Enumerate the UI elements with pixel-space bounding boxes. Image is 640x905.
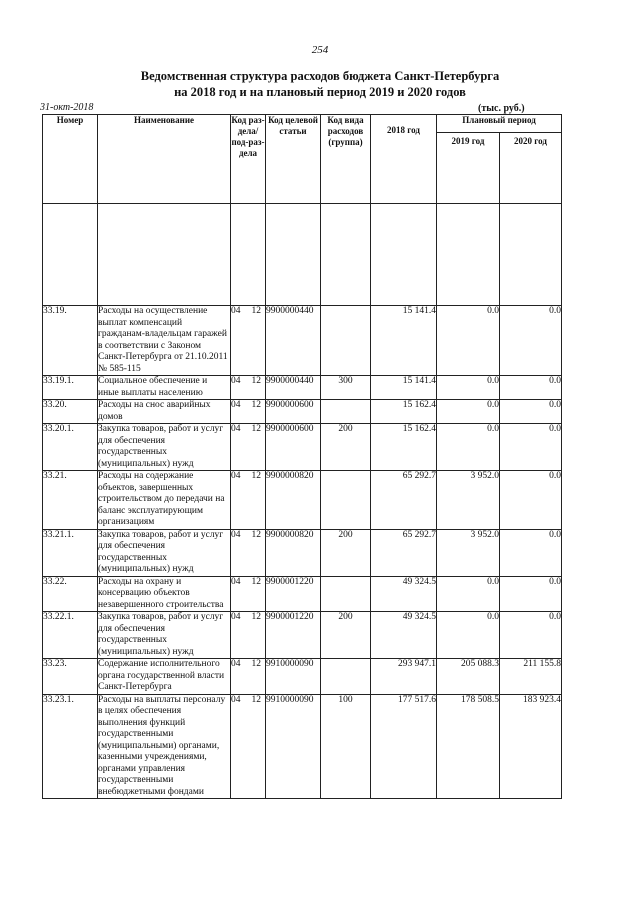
- row-2018: 15 162.4: [371, 424, 437, 471]
- table-row: [43, 424, 562, 471]
- row-number: 33.19.: [43, 306, 98, 376]
- row-number: 33.21.: [43, 471, 98, 530]
- row-2019: 178 508.5: [437, 694, 500, 799]
- table-row: [43, 471, 562, 530]
- units-label: (тыс. руб.): [478, 103, 525, 114]
- row-number: 33.23.: [43, 659, 98, 695]
- row-2019: 205 088.3: [437, 659, 500, 695]
- table-row: [43, 612, 562, 659]
- header-2018: 2018 год: [371, 115, 437, 204]
- podrazdel-code: 12: [251, 576, 261, 587]
- row-name: Расходы на охрану и консервацию объектов незавершенного строительства: [98, 576, 231, 612]
- table-row: [43, 376, 562, 400]
- row-target-code: 9900000440: [266, 306, 321, 376]
- row-name: Социальное обеспечение и иные выплаты населению: [98, 376, 231, 400]
- row-2018: 177 517.6: [371, 694, 437, 799]
- razdel-code: 04: [231, 659, 241, 669]
- row-name: Расходы на содержание объектов, завершенных строительством до передачи на баланс эксплуатирующим организациям: [98, 471, 231, 530]
- row-2019: 0.0: [437, 306, 500, 376]
- table-row: [43, 306, 562, 376]
- row-expense-type: [321, 306, 371, 376]
- table-header: [43, 115, 562, 204]
- header-razdel: Код раз-дела/ под-раз-дела: [231, 115, 266, 204]
- row-name: Закупка товаров, работ и услуг для обеспечения государственных (муниципальных) нужд: [98, 612, 231, 659]
- row-number: 33.19.1.: [43, 376, 98, 400]
- podrazdel-code: 12: [251, 659, 261, 669]
- razdel-code: 04: [231, 400, 241, 410]
- row-2019: 0.0: [437, 376, 500, 400]
- row-2018: 65 292.7: [371, 471, 437, 530]
- row-name: Закупка товаров, работ и услуг для обеспечения государственных (муниципальных) нужд: [98, 529, 231, 576]
- row-2020: 183 923.4: [500, 694, 562, 799]
- row-2019: 3 952.0: [437, 471, 500, 530]
- row-expense-type: 200: [321, 424, 371, 471]
- podrazdel-code: 12: [251, 424, 261, 434]
- row-expense-type: [321, 400, 371, 424]
- table-row: [43, 400, 562, 424]
- row-expense-type: 200: [321, 529, 371, 576]
- row-2020: 0.0: [500, 376, 562, 400]
- row-target-code: 9900000600: [266, 424, 321, 471]
- row-2020: 211 155.8: [500, 659, 562, 695]
- row-2019: 0.0: [437, 400, 500, 424]
- row-razdel: [231, 576, 266, 612]
- row-expense-type: [321, 659, 371, 695]
- header-num: Номер: [43, 115, 98, 204]
- razdel-code: 04: [231, 424, 241, 434]
- razdel-code: 04: [231, 612, 241, 622]
- row-2018: 65 292.7: [371, 529, 437, 576]
- row-expense-type: [321, 471, 371, 530]
- row-2020: 0.0: [500, 576, 562, 612]
- row-expense-type: 300: [321, 376, 371, 400]
- row-razdel: [231, 694, 266, 799]
- page-number: 254: [311, 44, 329, 56]
- row-name: Содержание исполнительного органа государственной власти Санкт-Петербурга: [98, 659, 231, 695]
- row-razdel: [231, 424, 266, 471]
- table-row: [43, 576, 562, 612]
- header-plan-period: Плановый период: [437, 115, 562, 133]
- row-razdel: [231, 400, 266, 424]
- row-2019: 0.0: [437, 424, 500, 471]
- header-2020: 2020 год: [500, 133, 562, 204]
- row-target-code: 9900000600: [266, 400, 321, 424]
- row-2018: 49 324.5: [371, 576, 437, 612]
- row-razdel: [231, 376, 266, 400]
- row-2018: 49 324.5: [371, 612, 437, 659]
- row-target-code: 9900000440: [266, 376, 321, 400]
- row-razdel: [231, 659, 266, 695]
- row-name: Расходы на осуществление выплат компенсаций гражданам-владельцам гаражей в соответствии с Законом Санкт-Петербурга от 21.10.2011 № 585-115: [98, 306, 231, 376]
- table-body: [43, 204, 562, 799]
- table-row: [43, 659, 562, 695]
- row-2020: 0.0: [500, 612, 562, 659]
- row-target-code: 9900000820: [266, 529, 321, 576]
- podrazdel-code: 12: [251, 400, 261, 410]
- podrazdel-code: 12: [251, 529, 261, 540]
- row-target-code: 9910000090: [266, 694, 321, 799]
- row-2020: 0.0: [500, 529, 562, 576]
- row-2018: 15 141.4: [371, 306, 437, 376]
- razdel-code: 04: [231, 576, 241, 587]
- row-expense-type: 200: [321, 612, 371, 659]
- spacer-row: [43, 204, 562, 306]
- header-name: Наименование: [98, 115, 231, 204]
- row-number: 33.20.: [43, 400, 98, 424]
- razdel-code: 04: [231, 306, 241, 316]
- row-target-code: 9900001220: [266, 576, 321, 612]
- podrazdel-code: 12: [251, 376, 261, 386]
- header-2019: 2019 год: [437, 133, 500, 204]
- row-2018: 293 947.1: [371, 659, 437, 695]
- header-cst: Код целевой статьи: [266, 115, 321, 204]
- row-expense-type: [321, 576, 371, 612]
- row-2020: 0.0: [500, 400, 562, 424]
- table-row: [43, 694, 562, 799]
- row-razdel: [231, 612, 266, 659]
- row-2019: 0.0: [437, 612, 500, 659]
- budget-table: [42, 114, 562, 799]
- podrazdel-code: 12: [251, 612, 261, 622]
- row-name: Расходы на выплаты персоналу в целях обеспечения выполнения функций государственными (муниципальными) органами, казенными учреждениями, органами управления государственными внебюджетными фондами: [98, 694, 231, 799]
- row-2020: 0.0: [500, 424, 562, 471]
- row-number: 33.22.1.: [43, 612, 98, 659]
- podrazdel-code: 12: [251, 471, 261, 481]
- row-target-code: 9900000820: [266, 471, 321, 530]
- document-title: [0, 68, 640, 100]
- title-line-1: Ведомственная структура расходов бюджета Санкт-Петербурга: [140, 69, 500, 83]
- row-number: 33.23.1.: [43, 694, 98, 799]
- row-razdel: [231, 306, 266, 376]
- title-line-2: на 2018 год и на плановый период 2019 и 2020 годов: [174, 85, 466, 99]
- row-2018: 15 141.4: [371, 376, 437, 400]
- row-target-code: 9910000090: [266, 659, 321, 695]
- podrazdel-code: 12: [251, 694, 261, 705]
- row-number: 33.22.: [43, 576, 98, 612]
- row-razdel: [231, 529, 266, 576]
- razdel-code: 04: [231, 529, 241, 540]
- razdel-code: 04: [231, 376, 241, 386]
- row-2019: 0.0: [437, 576, 500, 612]
- header-vid: Код вида расходов (группа): [321, 115, 371, 204]
- row-2018: 15 162.4: [371, 400, 437, 424]
- row-expense-type: 100: [321, 694, 371, 799]
- razdel-code: 04: [231, 694, 241, 705]
- row-2020: 0.0: [500, 471, 562, 530]
- row-razdel: [231, 471, 266, 530]
- row-2019: 3 952.0: [437, 529, 500, 576]
- razdel-code: 04: [231, 471, 241, 481]
- row-name: Закупка товаров, работ и услуг для обеспечения государственных (муниципальных) нужд: [98, 424, 231, 471]
- row-name: Расходы на снос аварийных домов: [98, 400, 231, 424]
- podrazdel-code: 12: [251, 306, 261, 316]
- row-number: 33.21.1.: [43, 529, 98, 576]
- row-number: 33.20.1.: [43, 424, 98, 471]
- document-date: 31-окт-2018: [40, 102, 94, 113]
- row-target-code: 9900001220: [266, 612, 321, 659]
- table-row: [43, 529, 562, 576]
- row-2020: 0.0: [500, 306, 562, 376]
